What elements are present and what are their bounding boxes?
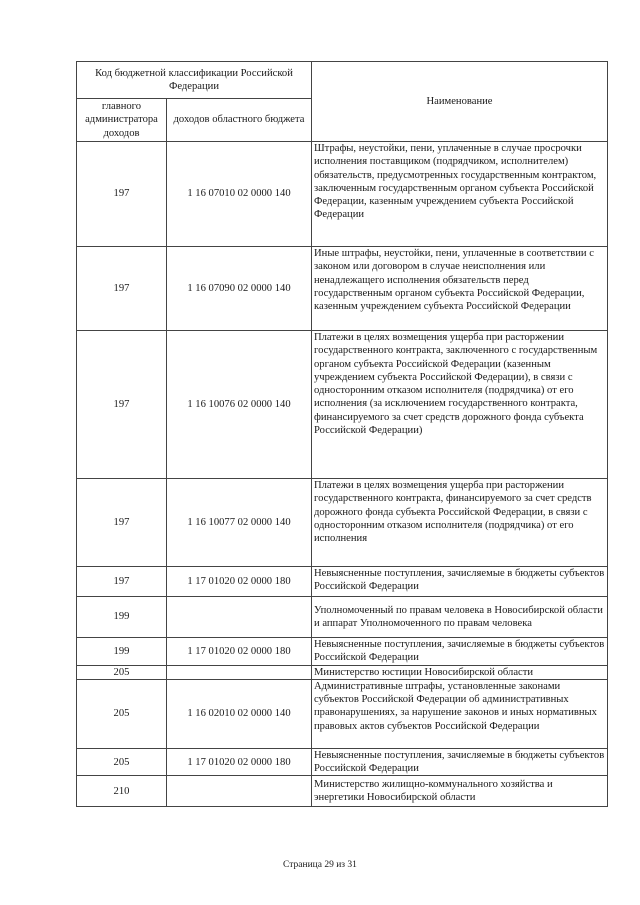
table-row — [77, 142, 608, 247]
admin-code-cell: 205 — [77, 665, 167, 679]
name-column-header: Наименование — [312, 62, 608, 142]
name-cell: Невыясненные поступления, зачисляемые в бюджеты субъектов Российской Федерации — [312, 748, 608, 776]
income-code-cell — [167, 776, 312, 807]
kbk-group-header: Код бюджетной классификации Российской Федерации — [77, 62, 312, 99]
code-column-header: доходов областного бюджета — [167, 99, 312, 142]
admin-code-cell: 199 — [77, 597, 167, 638]
income-code-cell: 1 16 10077 02 0000 140 — [167, 479, 312, 567]
table-row — [77, 331, 608, 479]
admin-code-cell: 199 — [77, 638, 167, 666]
name-cell: Штрафы, неустойки, пени, уплаченные в случае просрочки исполнения поставщиком (подрядчиком, исполнителем) обязательств, предусмотренных государственным контрактом, заключенным государственным органом субъекта Российской Федерации, казенным учреждением субъекта Российской Федерации — [312, 142, 608, 247]
name-cell: Иные штрафы, неустойки, пени, уплаченные в соответствии с законом или договором в случае неисполнения или ненадлежащего исполнения обязательств перед государственным органом субъекта Российской Федерации, казенным учреждением субъекта Российской Федерации — [312, 247, 608, 331]
name-cell: Невыясненные поступления, зачисляемые в бюджеты субъектов Российской Федерации — [312, 567, 608, 597]
page-number: Страница 29 из 31 — [283, 860, 357, 870]
name-cell: Невыясненные поступления, зачисляемые в бюджеты субъектов Российской Федерации — [312, 638, 608, 666]
income-code-cell: 1 17 01020 02 0000 180 — [167, 748, 312, 776]
admin-code-cell: 197 — [77, 247, 167, 331]
table-row — [77, 776, 608, 807]
admin-code-cell: 205 — [77, 679, 167, 748]
admin-code-cell: 197 — [77, 142, 167, 247]
table-row — [77, 665, 608, 679]
admin-code-cell: 205 — [77, 748, 167, 776]
table-row — [77, 748, 608, 776]
income-code-cell: 1 16 07010 02 0000 140 — [167, 142, 312, 247]
income-code-cell: 1 16 02010 02 0000 140 — [167, 679, 312, 748]
income-code-cell — [167, 665, 312, 679]
budget-classification-table — [76, 61, 608, 807]
table-body — [77, 142, 608, 807]
table-row — [77, 247, 608, 331]
income-code-cell: 1 17 01020 02 0000 180 — [167, 567, 312, 597]
admin-code-cell: 197 — [77, 331, 167, 479]
income-code-cell: 1 17 01020 02 0000 180 — [167, 638, 312, 666]
name-cell: Уполномоченный по правам человека в Новосибирской области и аппарат Уполномоченного по правам человека — [312, 597, 608, 638]
name-cell: Министерство жилищно-коммунального хозяйства и энергетики Новосибирской области — [312, 776, 608, 807]
table-row — [77, 567, 608, 597]
admin-code-cell: 197 — [77, 567, 167, 597]
table-row — [77, 679, 608, 748]
name-cell: Министерство юстиции Новосибирской области — [312, 665, 608, 679]
admin-code-cell: 197 — [77, 479, 167, 567]
admin-column-header: главного администратора доходов — [77, 99, 167, 142]
table-row — [77, 479, 608, 567]
income-code-cell — [167, 597, 312, 638]
name-cell: Платежи в целях возмещения ущерба при расторжении государственного контракта, заключенного с государственным органом субъекта Российской Федерации (казенным учреждением субъекта Российской Федерации), в связи с односторонним отказом исполнителя (подрядчика) от его исполнения (за исключением государственного контракта, финансируемого за счет средств дорожного фонда субъекта Российской Федерации) — [312, 331, 608, 479]
admin-code-cell: 210 — [77, 776, 167, 807]
table-row — [77, 638, 608, 666]
name-cell: Платежи в целях возмещения ущерба при расторжении государственного контракта, финансируемого за счет средств дорожного фонда субъекта Российской Федерации, в связи с односторонним отказом исполнителя (подрядчика) от его исполнения — [312, 479, 608, 567]
table-row — [77, 597, 608, 638]
name-cell: Административные штрафы, установленные законами субъектов Российской Федерации об административных правонарушениях, за нарушение законов и иных нормативных правовых актов субъектов Российской Федерации — [312, 679, 608, 748]
income-code-cell: 1 16 07090 02 0000 140 — [167, 247, 312, 331]
income-code-cell: 1 16 10076 02 0000 140 — [167, 331, 312, 479]
